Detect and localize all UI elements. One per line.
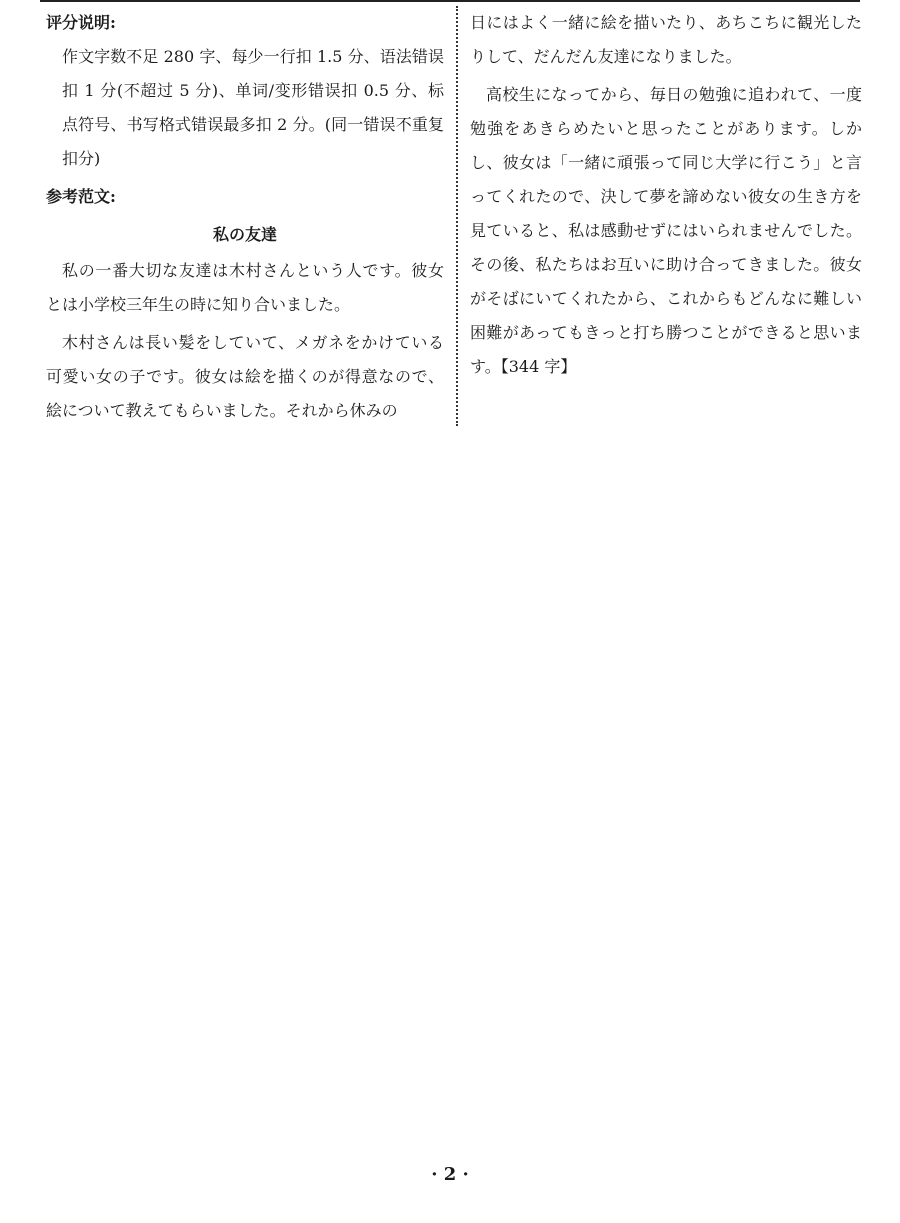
essay-title: 私の友達 xyxy=(212,225,277,244)
scoring-heading: 评分说明: xyxy=(46,13,116,32)
essay-paragraph-3: 高校生になってから、毎日の勉強に追われて、一度勉強をあきらめたいと思ったことがあります。しかし、彼女は「一緒に頑張って同じ大学に行こう」と言ってくれたので、決して夢を諦めない彼女の生き方を見ていると、私は感動せずにはいられませんでした。その後、私たちはお互いに助け合ってきました。彼女がそばにいてくれたから、これからもどんなに難しい困難があってもきっと打ち勝つことができると思います。【344 字】 xyxy=(470,85,862,376)
column-divider xyxy=(456,6,458,426)
essay-paragraph-2: 木村さんは長い髪をしていて、メガネをかけている可愛い女の子です。彼女は絵を描くのが得意なので、絵について教えてもらいました。それから休みの xyxy=(46,333,444,420)
essay-paragraph-2-continued: 日にはよく一緒に絵を描いたり、あちこちに観光したりして、だんだん友達になりました。 xyxy=(470,13,862,66)
essay-paragraph-1: 私の一番大切な友達は木村さんという人です。彼女とは小学校三年生の時に知り合いました。 xyxy=(46,261,444,314)
right-column xyxy=(470,6,862,388)
scoring-text: 作文字数不足 280 字、每少一行扣 1.5 分、语法错误扣 1 分(不超过 5 分)、单词/变形错误扣 0.5 分、标点符号、书写格式错误最多扣 2 分。(同一错误不重复扣分) xyxy=(62,47,444,168)
top-rule xyxy=(40,0,860,2)
page-number: · 2 · xyxy=(431,1164,469,1185)
left-column xyxy=(46,6,444,432)
sample-heading: 参考范文: xyxy=(46,187,116,206)
